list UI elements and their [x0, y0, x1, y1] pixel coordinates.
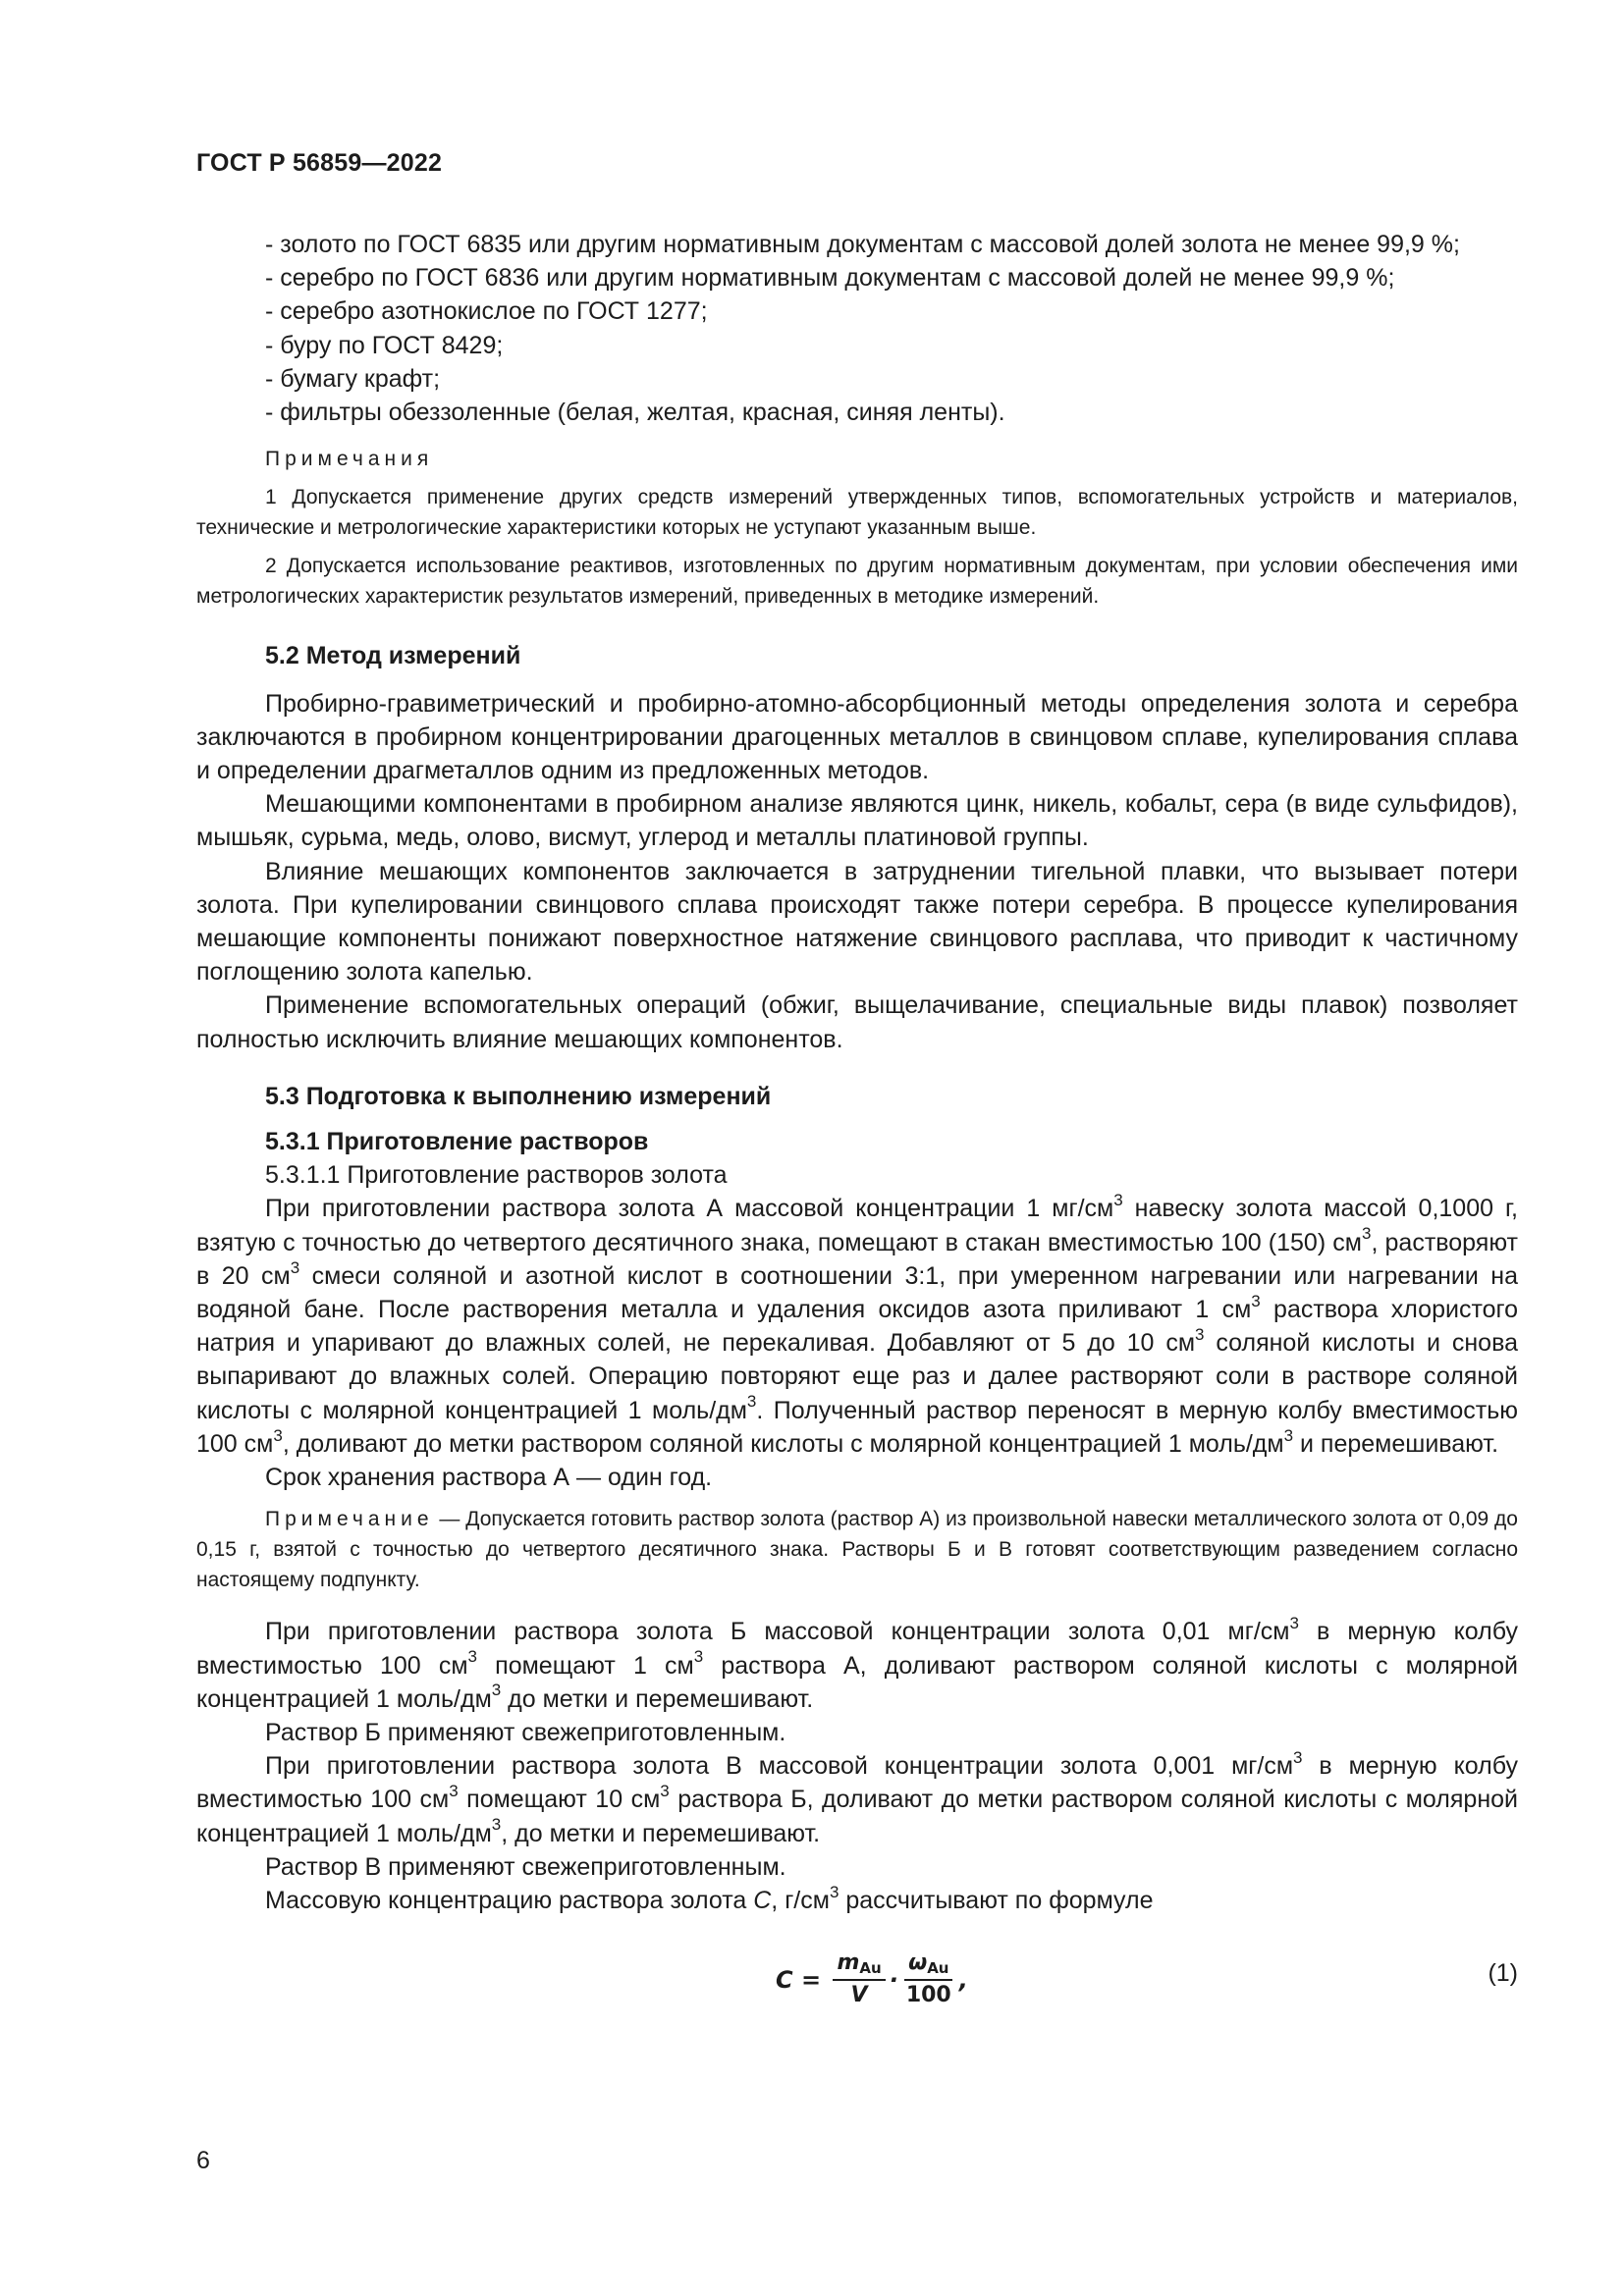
materials-list	[196, 228, 1518, 429]
note-item: 1 Допускается применение других средств измерений утвержденных типов, вспомогательных устройств и материалов, технические и метрологические характеристики которых не уступают указанным выше.	[196, 486, 1518, 540]
list-item: - фильтры обеззоленные (белая, желтая, красная, синяя ленты).	[265, 399, 1005, 427]
formula-equals: =	[792, 1965, 830, 1994]
solution-b-fresh: Раствор Б применяют свежеприготовленным.	[265, 1718, 786, 1746]
solution-c-paragraph: При приготовлении раствора золота В массовой концентрации золота 0,001 $мг/см^3$ в мерную колбу вместимостью 100 $см^3$ помещают 10 $см^3$ раствора Б, доливают до метки раствором соляной кислоты с молярной концентрацией 1 моль/$дм^3$, до метки и перемешивают.	[196, 1747, 1518, 1847]
paragraph: Пробирно-гравиметрический и пробирно-атомно-абсорбционный методы определения золота и серебра заключаются в пробирном концентрировании драгоценных металлов в свинцовом сплаве, купелирования сплава и определении драгметаллов одним из предложенных методов.	[196, 689, 1518, 785]
note-label: Примечание	[265, 1508, 434, 1531]
subsubsection-title: 5.3.1.1 Приготовление растворов золота	[265, 1161, 728, 1190]
list-item: - буру по ГОСТ 8429;	[265, 331, 504, 359]
note-item: 2 Допускается использование реактивов, изготовленных по другим нормативным документам, при условии обеспечения ими метрологических характеристик результатов измерений, приведенных в методике измерений.	[196, 555, 1518, 609]
list-item: - серебро по ГОСТ 6836 или другим нормативным документам с массовой долей не менее 99,9 %;	[265, 264, 1395, 293]
subsection-heading-5-3-1: 5.3.1 Приготовление растворов	[265, 1128, 649, 1156]
solution-a-paragraph: При приготовлении раствора золота А массовой концентрации 1 $мг/см^3$ навеску золота массой 0,1000 г, взятую с точностью до четвертого десятичного знака, помещают в стакан вместимостью 100 (150) $см^3$, растворяют в 20 $см^3$ смеси соляной и азотной кислот в соотношении 3:1, при умеренном нагревании или нагревании на водяной бане. После растворения металла и удаления оксидов азота приливают 1 $см^3$ раствора хлористого натрия и упаривают до влажных солей, не перекаливая. Добавляют от 5 до 10 $см^3$ соляной кислоты и снова выпаривают до влажных солей. Операцию повторяют еще раз и далее растворяют соли в растворе соляной кислоты с молярной концентрацией 1 моль/$дм^3$. Полученный раствор переносят в мерную колбу вместимостью 100 $см^3$, доливают до метки раствором соляной кислоты с молярной концентрацией 1 моль/$дм^3$ и перемешивают.	[196, 1191, 1518, 1458]
solution-c-fresh: Раствор В применяют свежеприготовленным.	[265, 1852, 786, 1881]
storage-paragraph: Срок хранения раствора А — один год.	[265, 1464, 713, 1492]
paragraph: Применение вспомогательных операций (обжиг, выщелачивание, специальные виды плавок) позволяет полностью исключить влияние мешающих компонентов.	[196, 991, 1518, 1053]
list-item: - золото по ГОСТ 6835 или другим нормативным документам с массовой долей золота не менее 99,9 %;	[265, 231, 1460, 258]
page-number: 6	[196, 2147, 210, 2174]
page-content	[196, 228, 1518, 2037]
formula-lhs: C	[776, 1965, 793, 1994]
document-header: ГОСТ Р 56859—2022	[196, 149, 443, 177]
formula-1	[776, 1950, 968, 2008]
fraction-purity: $\frac{\text{ωAu}}{100}$	[905, 1950, 951, 2008]
section-heading-5-3: 5.3 Подготовка к выполнению измерений	[265, 1082, 772, 1110]
mass-concentration-paragraph: Массовую концентрацию раствора золота C, $г/см^3$ рассчитывают по формуле	[265, 1882, 1154, 1914]
paragraph: Влияние мешающих компонентов заключается в затруднении тигельной плавки, что вызывает потери золота. При купелировании свинцового сплава происходят также потери серебра. В процессе купелирования мешающие компоненты понижают поверхностное натяжение свинцового расплава, что приводит к частичному поглощению золота капелью.	[196, 857, 1518, 987]
section-heading-5-2: 5.2 Метод измерений	[265, 642, 521, 670]
paragraph: Мешающими компонентами в пробирном анализе являются цинк, никель, кобальт, сера (в виде сульфидов), мышьяк, сурьма, медь, олово, висмут, углерод и металлы платиновой группы.	[196, 790, 1518, 852]
formula-dot: ·	[889, 1965, 898, 1994]
formula-block	[196, 1929, 1518, 2037]
fraction-mass-volume: $\frac{\text{mAu}}{V}$	[833, 1950, 885, 2008]
inline-note: Примечание — Допускается готовить раствор золота (раствор А) из произвольной навески металлического золота от 0,09 до 0,15 г, взятой с точностью до четвертого десятичного знака. Растворы Б и В готовят соответствующим разведением согласно настоящему подпункту.	[196, 1508, 1518, 1592]
list-item: - серебро азотнокислое по ГОСТ 1277;	[265, 297, 708, 326]
notes-title: Примечания	[265, 448, 434, 471]
solution-b-paragraph: При приготовлении раствора золота Б массовой концентрации золота 0,01 $мг/см^3$ в мерную колбу вместимостью 100 $см^3$ помещают 1 $см^3$ раствора А, доливают раствором соляной кислоты с молярной концентрацией 1 моль/$дм^3$ до метки и перемешивают.	[196, 1613, 1518, 1713]
formula-number: (1)	[1488, 1959, 1518, 1988]
list-item: - бумагу крафт;	[265, 364, 441, 393]
formula-tail: ,	[958, 1965, 968, 1994]
